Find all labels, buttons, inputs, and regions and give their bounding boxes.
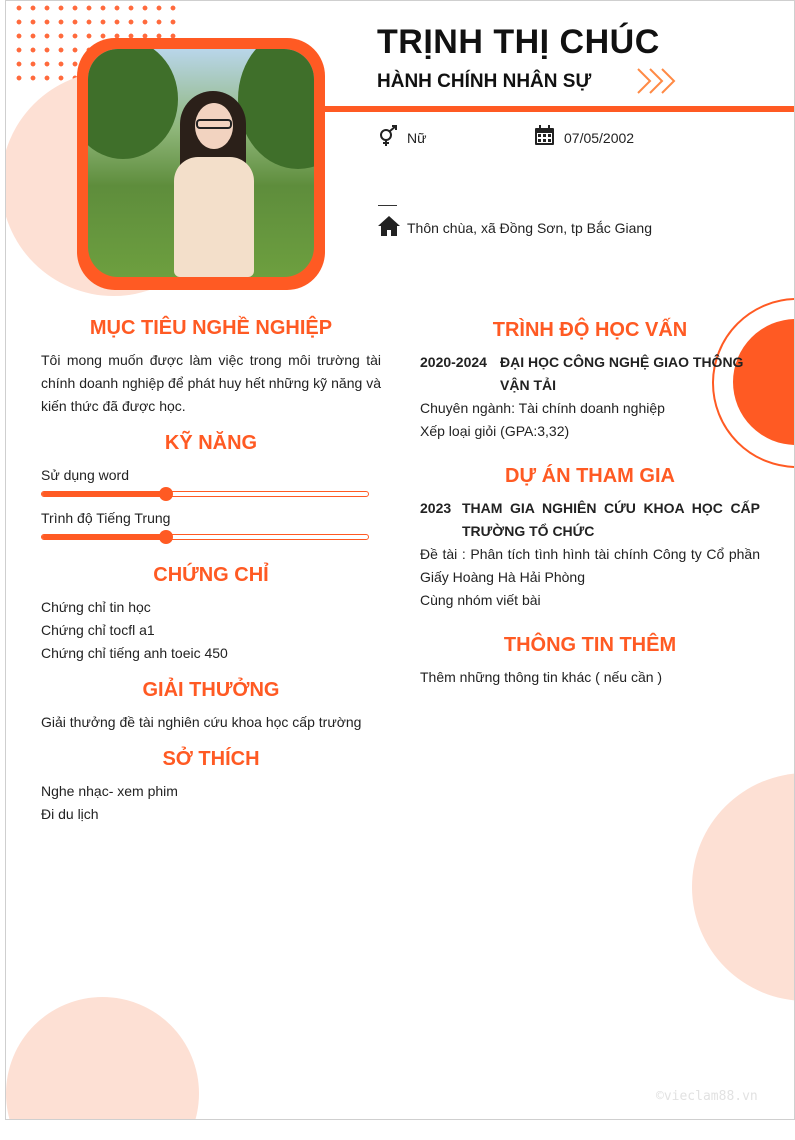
extra-info-title: THÔNG TIN THÊM [503,634,677,656]
calendar-icon [534,125,555,146]
hobby-item: Nghe nhạc- xem phim [41,783,178,799]
person-body [174,157,254,277]
watermark: ©vieclam88.vn [656,1089,758,1104]
skill-bar-fill [42,492,166,496]
glasses [196,119,232,129]
hobbies-title: SỞ THÍCH [162,748,260,770]
skill-bar-knob [159,487,173,501]
certificate-item: Chứng chỉ tocfl a1 [41,622,155,638]
gender-value: Nữ [407,130,427,146]
divider-line [378,205,397,206]
certificates-title: CHỨNG CHỈ [153,564,269,586]
education-school: ĐẠI HỌC CÔNG NGHỆ GIAO THÔNG VẬN TẢI [500,354,744,393]
home-icon [377,215,401,237]
objective-title: MỤC TIÊU NGHỀ NGHIỆP [89,317,333,339]
chevrons-decoration [636,66,680,96]
education-title: TRÌNH ĐỘ HỌC VẤN [492,319,688,341]
education-major: Chuyên ngành: Tài chính doanh nghiệp [420,400,665,416]
cv-page [5,0,795,1120]
project-note: Cùng nhóm viết bài [420,592,541,608]
extra-info-text: Thêm những thông tin khác ( nếu cần ) [420,669,663,685]
circle-decoration-bottom-right [692,773,795,1001]
projects-title: DỰ ÁN THAM GIA [505,465,675,487]
gender-icon [377,125,399,147]
project-year: 2023 [420,500,452,516]
profile-photo [88,49,314,277]
certificate-item: Chứng chỉ tin học [41,599,151,615]
birthdate-value: 07/05/2002 [564,130,635,146]
address-value: Thôn chùa, xã Đồng Sơn, tp Bắc Giang [407,220,652,236]
skill-bar [41,534,369,540]
job-title: HÀNH CHÍNH NHÂN SỰ [377,71,592,92]
skill-bar-knob [159,530,173,544]
awards-title: GIẢI THƯỞNG [142,679,280,701]
skill-bar [41,491,369,497]
education-period: 2020-2024 [420,354,487,370]
project-topic: Đề tài : Phân tích tình hình tài chính Công ty Cổ phần Giấy Hoàng Hà Hải Phòng [420,546,760,585]
skill-label: Sử dụng word [41,467,129,483]
skills-title: KỸ NĂNG [164,432,258,454]
tree-foliage [238,49,314,169]
project-name: THAM GIA NGHIÊN CỨU KHOA HỌC CẤP TRƯỜNG TỔ CHỨC [462,500,760,539]
award-item: Giải thưởng đề tài nghiên cứu khoa học cấp trường [41,714,362,730]
skill-bar-fill [42,535,166,539]
hobby-item: Đi du lịch [41,806,99,822]
objective-text: Tôi mong muốn được làm việc trong môi trường tài chính doanh nghiệp để phát huy hết những kỹ năng và kiến thức đã được học. [41,352,381,414]
candidate-name: TRỊNH THỊ CHÚC [377,23,660,61]
header-divider-bar [324,106,795,112]
tree-foliage [88,49,178,159]
circle-decoration-bottom-left [6,997,199,1120]
certificate-item: Chứng chỉ tiếng anh toeic 450 [41,645,228,661]
skill-label: Trình độ Tiếng Trung [41,510,171,526]
education-grade: Xếp loại giỏi (GPA:3,32) [420,423,570,439]
